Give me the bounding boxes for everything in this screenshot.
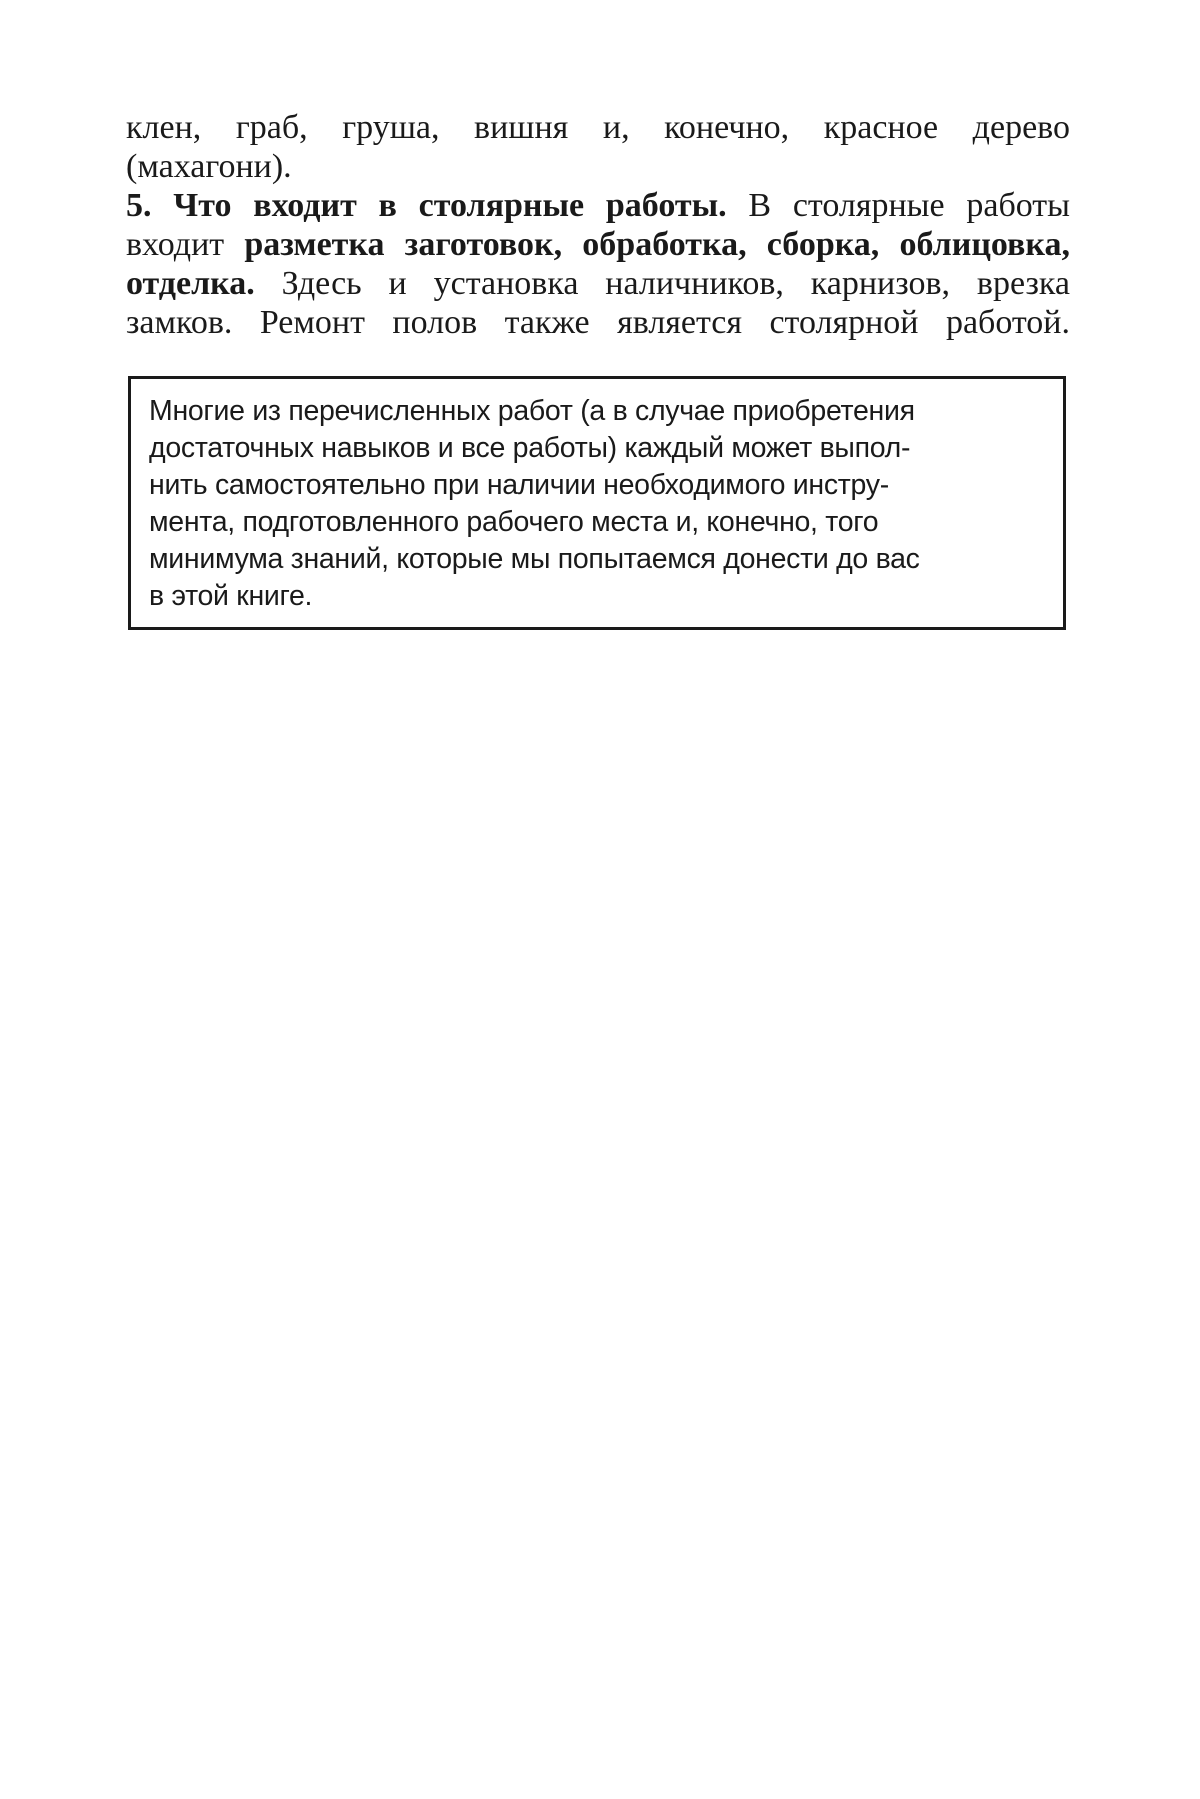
note-line: мента, подготовленного рабочего места и, конечно, того xyxy=(149,506,879,538)
paragraph-carpentry-works xyxy=(126,186,1070,342)
text-line xyxy=(126,225,1070,264)
note-line: нить самостоятельно при наличии необходимого инстру- xyxy=(149,469,889,501)
text-fragment: входит xyxy=(126,226,225,263)
note-line: Многие из перечисленных работ (а в случае приобретения xyxy=(149,395,915,427)
text-line: клен, граб, груша, вишня и, конечно, красное дерево xyxy=(126,109,1070,146)
text-fragment: Здесь и установка наличников, карнизов, врезка xyxy=(281,265,1071,302)
note-line: минимума знаний, которые мы попытаемся донести до вас xyxy=(149,543,920,575)
text-line xyxy=(126,186,1070,225)
page-content xyxy=(126,108,1071,612)
note-line: в этой книге. xyxy=(149,580,313,612)
bold-text-fragment: разметка заготовок, обработка, сборка, облицовка, xyxy=(244,226,1070,263)
text-line: замков. Ремонт полов также является столярной работой. xyxy=(126,304,1070,341)
section-heading: 5. Что входит в столярные работы. xyxy=(126,187,727,224)
text-line xyxy=(126,264,1070,303)
text-fragment: В столярные работы xyxy=(748,187,1071,224)
bold-text-fragment: отделка. xyxy=(126,265,255,302)
text-line: (махагони). xyxy=(126,148,292,185)
paragraph-wood-types xyxy=(126,108,1070,186)
note-box xyxy=(128,376,1066,630)
note-text xyxy=(149,393,1045,615)
note-line: достаточных навыков и все работы) каждый может выпол- xyxy=(149,432,911,464)
